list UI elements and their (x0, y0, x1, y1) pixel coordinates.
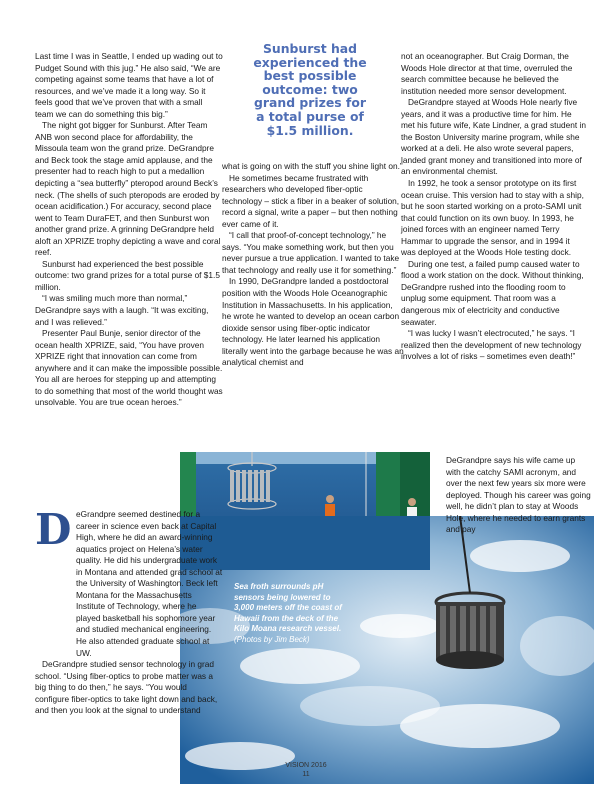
pull-quote-line: grand prizes for (254, 95, 366, 111)
page-number: 11 (302, 770, 310, 778)
paragraph: Last time I was in Seattle, I ended up wading out to Pudget Sound with this jug.” He also said, “We are competing against some teams that have a lot of resources, and we’ve made it a long way. So it feels good that we’ve proven that with a small team we can do something this big.” (35, 51, 223, 119)
paragraph: “I was lucky I wasn’t electrocuted,” he says. “I realized then the development of new technology involves a lot of risks – sometimes even death!” (401, 328, 582, 362)
paragraph: In 1990, DeGrandpre landed a postdoctoral position with the Woods Hole Oceanographic Institution in Massachusetts. In his application, he wrote he wanted to develop an ocean carbon dioxide sensor using fiber-optic indicator technology. He later learned his application literally went into the garbage because he was an analytical chemist and (222, 276, 404, 368)
paragraph: “I was smiling much more than normal,” DeGrandpre says with a laugh. “It was exciting, and I was relieved.” (35, 293, 209, 327)
paragraph: In 1992, he took a sensor prototype on its first ocean cruise. This version had to stay with a ship, but he soon started working on a proto-SAMI unit that could function on its own buoy. In 1993, he joined forces with an engineer named Terry Hammar to upgrade the sensor, and in 1994 it was deployed at the Woods Hole testing dock. (401, 178, 584, 258)
column-3-continuation (446, 455, 591, 536)
caption-line: 3,000 meters off the coast of (234, 603, 342, 613)
pull-quote-line: outcome: two (262, 81, 358, 97)
paragraph: He sometimes became frustrated with researchers who developed fiber-optic technology – stick a fiber in a beaker of solution, record a signal, write a paper – but then nothing ever came of it. (222, 172, 400, 229)
column-1-text (35, 51, 223, 409)
pull-quote-line: experienced the (253, 54, 367, 70)
photo-caption (234, 582, 404, 646)
paragraph: DeGrandpre studied sensor technology in grad school. “Using fiber-optics to probe matter was a big thing to do then,” he says. “You would configure fiber-optics to take light down and back, and then you look at the signal to understand (35, 659, 218, 716)
caption-line: Kilo Moana research vessel. (234, 624, 342, 634)
paragraph: not an oceanographer. But Craig Dorman, the Woods Hole director at that time, overruled the search committee because he believed the institution needed more sensor development. (401, 51, 573, 96)
column-3-text (401, 51, 586, 363)
pull-quote-line: $1.5 million. (266, 122, 354, 138)
pull-quote-line: a total purse of (256, 108, 364, 124)
caption-line: sensors being lowered to (234, 592, 331, 602)
photo-credit: (Photos by Jim Beck) (234, 634, 310, 644)
column-2-text (222, 161, 404, 369)
page-footer (0, 762, 612, 779)
paragraph: The night got bigger for Sunburst. After Team ANB won second place for affordability, the Missoula team won the grand prize. DeGrandpre and Beck took the stage amid applause, and the presenter had to reach high to put a medallion depicting a “sea butterfly” pteropod around Beck’s neck. (The shells of such pteropods are eroded by ocean acidification.) For accuracy, second place went to Team DuraFET, and then Sunburst won another grand prize. A grinning DeGrandpre held aloft an XPRIZE trophy depicting a wave and coral reef. (35, 120, 221, 258)
paragraph: “I call that proof-of-concept technology,” he says. “You make something work, but then you never pursue a true application. I wanted to take that technology and really use it for something.” (222, 230, 400, 275)
drop-cap: D (35, 505, 72, 554)
paragraph: what is going on with the stuff you shine light on.” (222, 161, 403, 171)
publication-name: VISION 2016 (285, 762, 327, 769)
paragraph: Presenter Paul Bunje, senior director of the ocean health XPRIZE, said, “You have proven XPRIZE right that innovation can come from anywhere and it can make the impossible possible. You all are heroes for stepping up and attempting to do something that most of the world thought was unsolvable. You are true ocean heroes.” (35, 328, 223, 408)
column-1-lower-text (35, 505, 223, 717)
caption-line: Sea froth surrounds pH (234, 582, 324, 591)
pull-quote-line: Sunburst had (262, 41, 358, 56)
paragraph: eGrandpre seemed destined for a career in science even back at Capital High, where he did an award-winning aquatics project on Helena’s water quality. He did his undergraduate work in Montana and attended grad school at the University of Washington. Beck left Montana for the Massachusetts Institute of Technology, where he played basketball his sophomore year and studied mechanical engineering. He also attended graduate school at UW. (76, 509, 223, 658)
pull-quote (230, 42, 390, 137)
paragraph: DeGrandpre says his wife came up with the catchy SAMI acronym, and over the next few years six more were deployed. Though his career was going well, he didn’t plan to stay at Woods Hole, where he needed to earn grants and pay (446, 455, 591, 535)
caption-line: Hawaii from the deck of the (234, 613, 339, 623)
paragraph: Sunburst had experienced the best possible outcome: two grand prizes for a total purse of $1.5 million. (35, 258, 220, 292)
pull-quote-line: best possible (263, 68, 357, 84)
paragraph: During one test, a failed pump caused water to flood a work station on the dock. Without thinking, DeGrandpre rushed into the flooding room to unplug some equipment. That room was a dangerous mix of electricity and conductive seawater. (401, 258, 584, 327)
paragraph: DeGrandpre stayed at Woods Hole nearly five years, and it was a productive time for him. He met his future wife, Kate Lindner, a grad student in the Boston University marine program, while she worked at a deli. He also wrote several papers, landed grant money and transitioned into more of an environmental chemist. (401, 97, 586, 177)
sea-froth-photo (180, 516, 594, 784)
